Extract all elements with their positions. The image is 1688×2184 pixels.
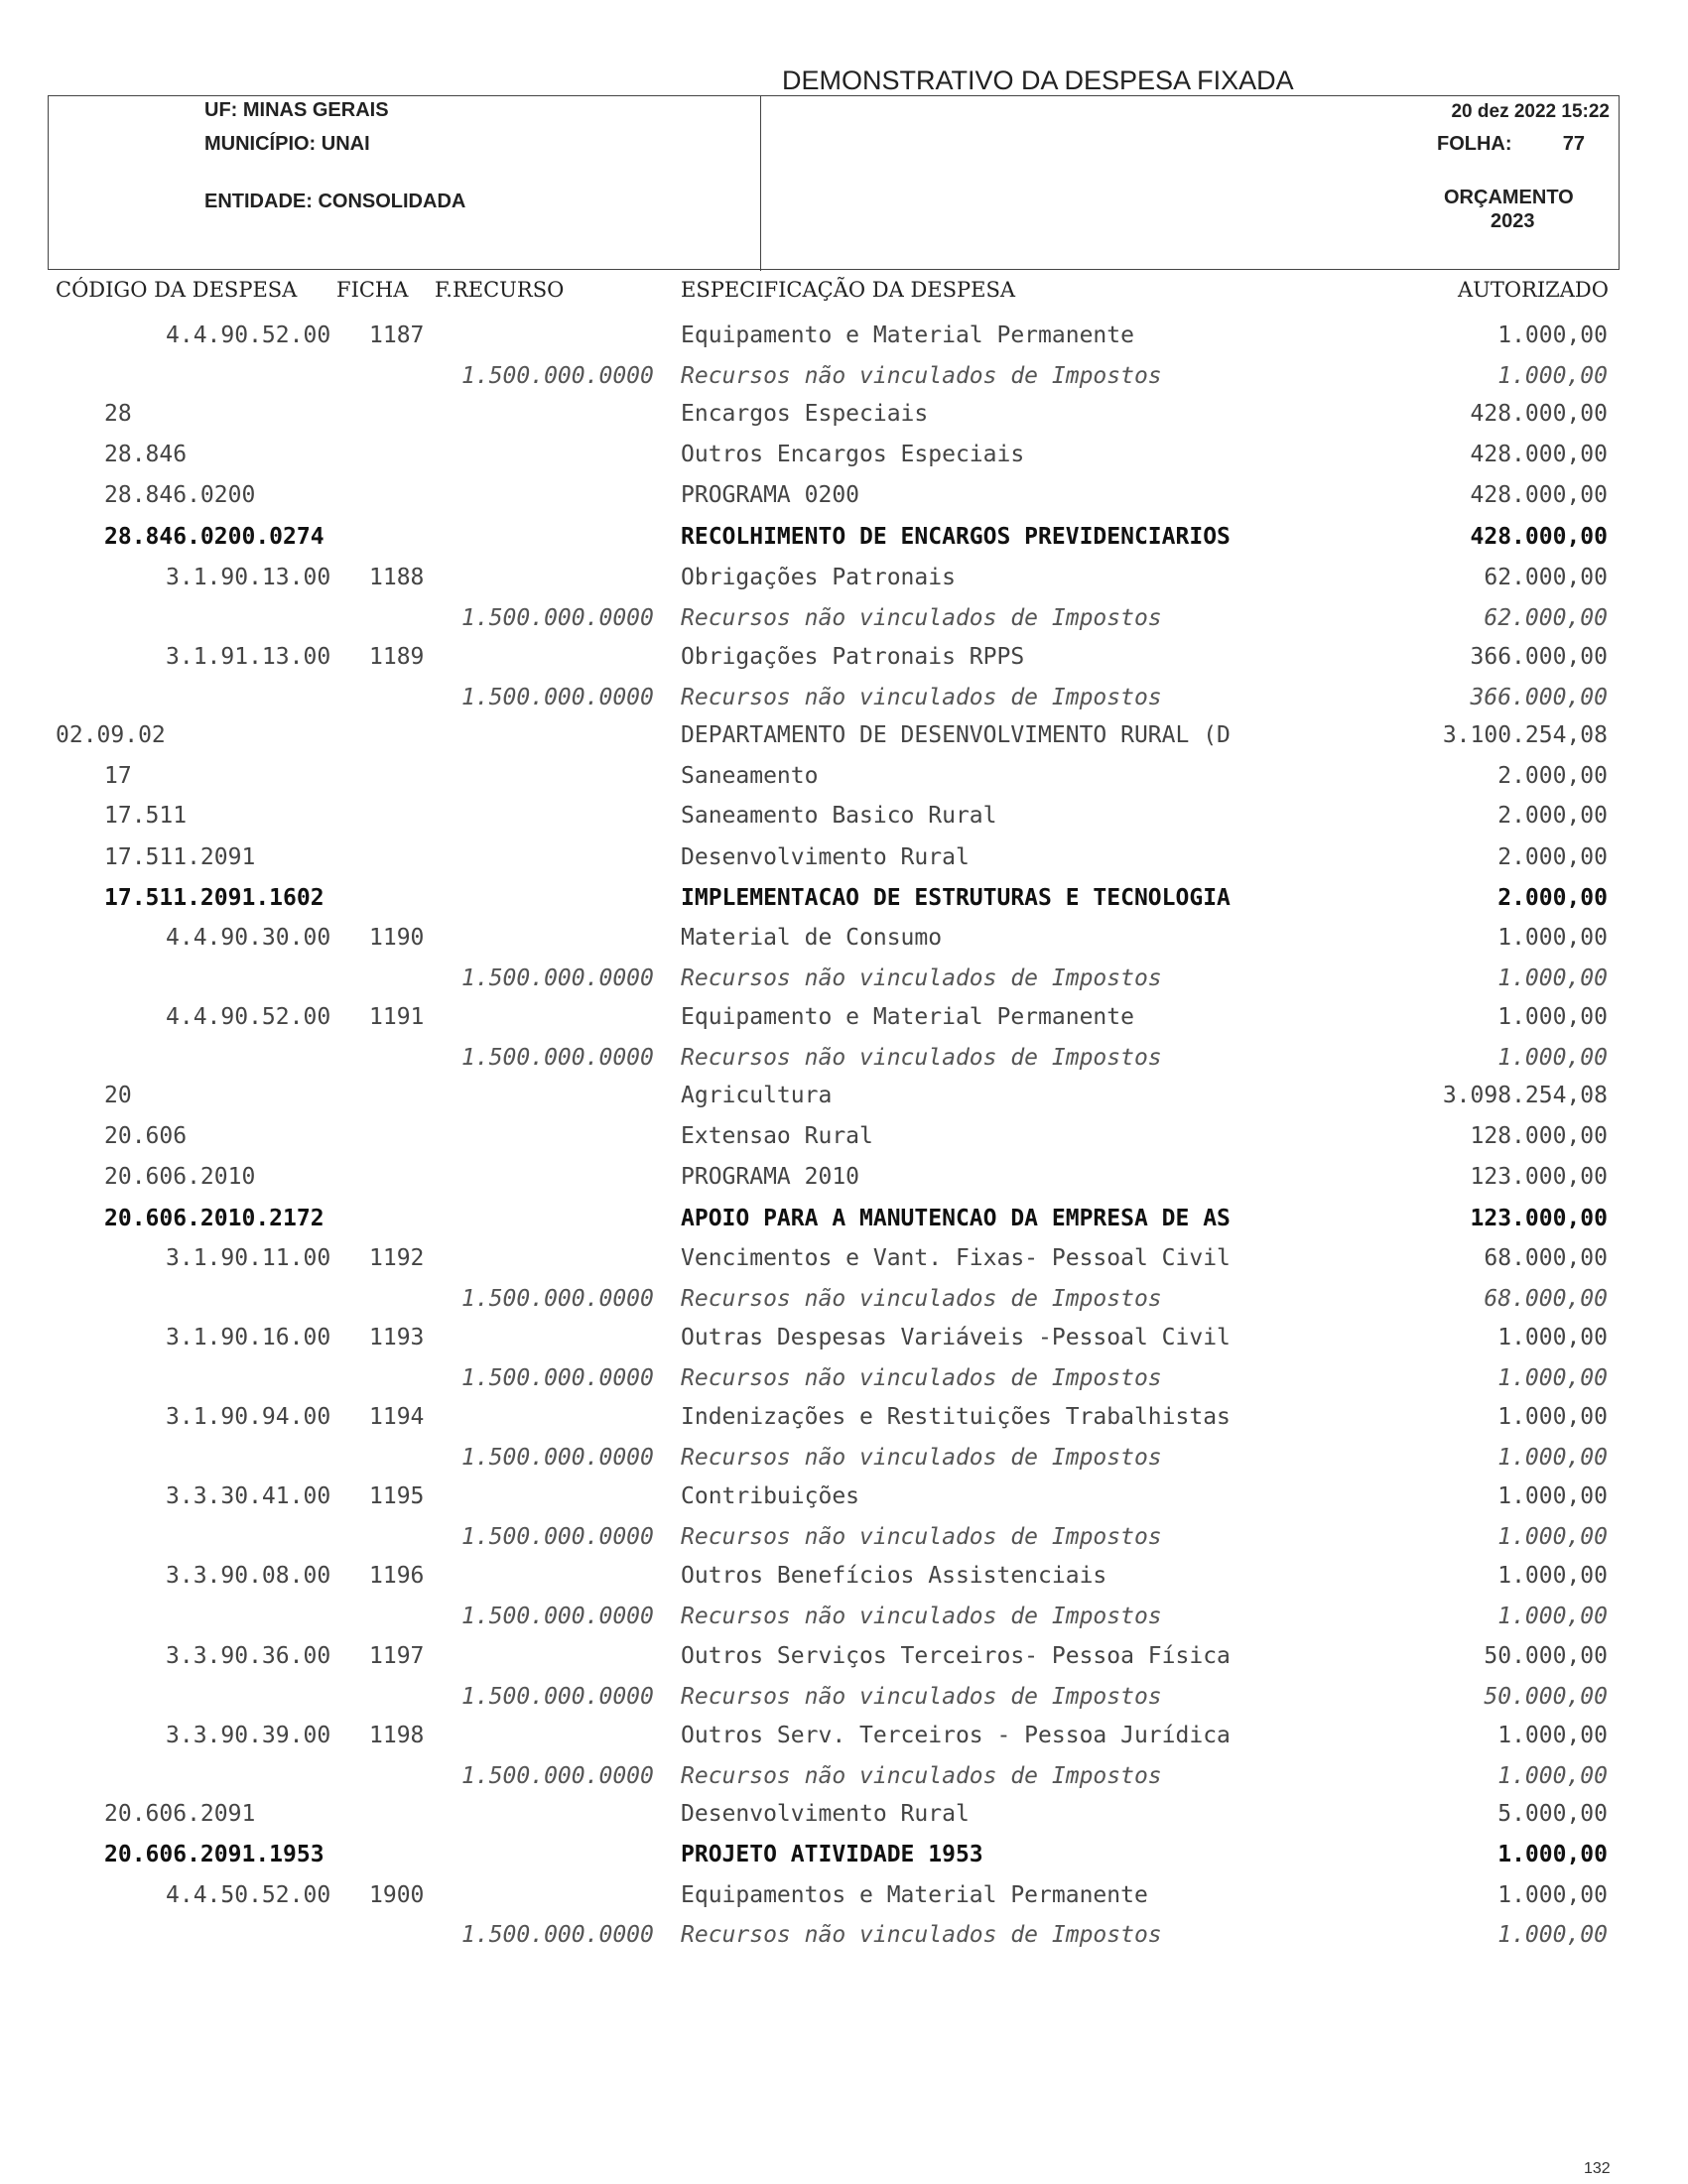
row-ficha: 1192: [369, 1245, 425, 1271]
municipio-label: MUNICÍPIO: UNAI: [204, 133, 370, 155]
row-code: 28.846: [104, 442, 188, 467]
table-row: [0, 1679, 1688, 1715]
row-recurso: 1.500.000.0000: [461, 605, 654, 631]
row-autorizado: 428.000,00: [1470, 524, 1608, 550]
table-row: [0, 1040, 1688, 1076]
table-row: [0, 396, 1688, 432]
row-autorizado: 428.000,00: [1470, 482, 1608, 508]
row-especificacao: Outros Benefícios Assistenciais: [681, 1563, 1107, 1589]
row-recurso: 1.500.000.0000: [461, 1286, 654, 1312]
row-recurso: 1.500.000.0000: [461, 1684, 654, 1710]
row-code: 20.606.2091: [104, 1801, 256, 1827]
report-datetime: 20 dez 2022 15:22: [1451, 101, 1610, 122]
row-autorizado: 2.000,00: [1497, 763, 1608, 789]
row-ficha: 1900: [369, 1882, 425, 1908]
row-especificacao: Recursos não vinculados de Impostos: [681, 685, 1162, 710]
row-ficha: 1196: [369, 1563, 425, 1589]
row-autorizado: 1.000,00: [1497, 1723, 1608, 1748]
row-especificacao: Recursos não vinculados de Impostos: [681, 363, 1162, 389]
col-header-autorizado: AUTORIZADO: [1457, 278, 1609, 302]
row-autorizado: 123.000,00: [1470, 1206, 1608, 1231]
row-autorizado: 1.000,00: [1497, 1842, 1608, 1867]
row-autorizado: 1.000,00: [1497, 1325, 1608, 1350]
table-row: [0, 1281, 1688, 1317]
row-especificacao: Recursos não vinculados de Impostos: [681, 1922, 1162, 1948]
row-especificacao: Recursos não vinculados de Impostos: [681, 965, 1162, 991]
row-recurso: 1.500.000.0000: [461, 1365, 654, 1391]
col-header-recurso: F.RECURSO: [435, 278, 565, 302]
row-especificacao: Obrigações Patronais RPPS: [681, 644, 1025, 670]
row-code: 3.3.90.08.00: [166, 1563, 331, 1589]
row-especificacao: Contribuições: [681, 1483, 860, 1509]
row-especificacao: Recursos não vinculados de Impostos: [681, 1286, 1162, 1312]
table-row: [0, 839, 1688, 875]
row-code: 28.846.0200: [104, 482, 256, 508]
row-autorizado: 2.000,00: [1497, 844, 1608, 870]
table-row: [0, 1478, 1688, 1514]
row-code: 3.1.90.13.00: [166, 565, 331, 590]
table-row: [0, 639, 1688, 675]
table-row: [0, 1360, 1688, 1396]
table-row: [0, 560, 1688, 595]
table-row: [0, 798, 1688, 834]
row-recurso: 1.500.000.0000: [461, 1604, 654, 1629]
row-especificacao: Outros Encargos Especiais: [681, 442, 1025, 467]
row-code: 20.606.2091.1953: [104, 1842, 325, 1867]
row-autorizado: 68.000,00: [1484, 1245, 1608, 1271]
table-row: [0, 318, 1688, 353]
row-especificacao: Desenvolvimento Rural: [681, 844, 970, 870]
table-row: [0, 600, 1688, 636]
row-especificacao: Equipamento e Material Permanente: [681, 1004, 1134, 1030]
row-autorizado: 1.000,00: [1497, 925, 1608, 951]
folha-value: 77: [1562, 133, 1585, 155]
table-row: [0, 519, 1688, 555]
row-autorizado: 128.000,00: [1470, 1123, 1608, 1149]
col-header-ficha: FICHA: [336, 278, 409, 302]
entidade-label: ENTIDADE: CONSOLIDADA: [204, 191, 466, 212]
row-autorizado: 3.100.254,08: [1442, 722, 1608, 748]
table-row: [0, 1201, 1688, 1236]
table-row: [0, 1118, 1688, 1154]
row-autorizado: 1.000,00: [1497, 1524, 1608, 1550]
row-autorizado: 123.000,00: [1470, 1164, 1608, 1190]
row-autorizado: 366.000,00: [1470, 685, 1608, 710]
row-especificacao: Obrigações Patronais: [681, 565, 956, 590]
row-code: 28.846.0200.0274: [104, 524, 325, 550]
table-row: [0, 1638, 1688, 1674]
row-especificacao: RECOLHIMENTO DE ENCARGOS PREVIDENCIARIOS: [681, 524, 1231, 550]
row-code: 17.511.2091.1602: [104, 885, 325, 911]
row-autorizado: 2.000,00: [1497, 803, 1608, 829]
row-code: 4.4.90.52.00: [166, 322, 331, 348]
row-especificacao: Outras Despesas Variáveis -Pessoal Civil: [681, 1325, 1231, 1350]
row-especificacao: Indenizações e Restituições Trabalhistas: [681, 1404, 1231, 1430]
row-autorizado: 1.000,00: [1497, 322, 1608, 348]
row-autorizado: 1.000,00: [1497, 1882, 1608, 1908]
row-code: 17: [104, 763, 132, 789]
row-especificacao: PROGRAMA 0200: [681, 482, 860, 508]
row-autorizado: 1.000,00: [1497, 1045, 1608, 1071]
col-header-especificacao: ESPECIFICAÇÃO DA DESPESA: [681, 278, 1016, 302]
row-autorizado: 1.000,00: [1497, 1365, 1608, 1391]
row-especificacao: Recursos não vinculados de Impostos: [681, 1524, 1162, 1550]
table-row: [0, 1078, 1688, 1113]
row-code: 4.4.50.52.00: [166, 1882, 331, 1908]
row-especificacao: Outros Serv. Terceiros - Pessoa Jurídica: [681, 1723, 1231, 1748]
row-autorizado: 1.000,00: [1497, 1445, 1608, 1471]
table-row: [0, 961, 1688, 996]
table-row: [0, 1758, 1688, 1794]
row-especificacao: Recursos não vinculados de Impostos: [681, 1684, 1162, 1710]
row-ficha: 1191: [369, 1004, 425, 1030]
row-ficha: 1190: [369, 925, 425, 951]
orcamento-label: ORÇAMENTO: [1444, 187, 1574, 208]
row-especificacao: Recursos não vinculados de Impostos: [681, 1604, 1162, 1629]
table-row: [0, 1917, 1688, 1953]
row-code: 3.1.90.16.00: [166, 1325, 331, 1350]
row-code: 20.606.2010.2172: [104, 1206, 325, 1231]
row-especificacao: PROGRAMA 2010: [681, 1164, 860, 1190]
row-autorizado: 62.000,00: [1484, 565, 1608, 590]
report-title: DEMONSTRATIVO DA DESPESA FIXADA: [782, 65, 1294, 95]
row-especificacao: APOIO PARA A MANUTENCAO DA EMPRESA DE AS: [681, 1206, 1231, 1231]
row-ficha: 1188: [369, 565, 425, 590]
row-especificacao: Vencimentos e Vant. Fixas- Pessoal Civil: [681, 1245, 1231, 1271]
row-especificacao: Material de Consumo: [681, 925, 943, 951]
row-especificacao: Recursos não vinculados de Impostos: [681, 1445, 1162, 1471]
table-row: [0, 1159, 1688, 1195]
row-especificacao: Extensao Rural: [681, 1123, 873, 1149]
row-especificacao: Desenvolvimento Rural: [681, 1801, 970, 1827]
row-especificacao: Recursos não vinculados de Impostos: [681, 1045, 1162, 1071]
row-recurso: 1.500.000.0000: [461, 965, 654, 991]
row-especificacao: DEPARTAMENTO DE DESENVOLVIMENTO RURAL (D: [681, 722, 1231, 748]
row-code: 3.3.30.41.00: [166, 1483, 331, 1509]
row-code: 3.3.90.39.00: [166, 1723, 331, 1748]
row-autorizado: 3.098.254,08: [1442, 1083, 1608, 1108]
row-autorizado: 1.000,00: [1497, 1922, 1608, 1948]
row-autorizado: 50.000,00: [1484, 1643, 1608, 1669]
row-code: 17.511.2091: [104, 844, 256, 870]
header-divider: [760, 96, 761, 271]
table-row: [0, 1837, 1688, 1872]
row-autorizado: 366.000,00: [1470, 644, 1608, 670]
row-autorizado: 1.000,00: [1497, 1604, 1608, 1629]
row-autorizado: 1.000,00: [1497, 1763, 1608, 1789]
row-code: 20.606.2010: [104, 1164, 256, 1190]
row-especificacao: Recursos não vinculados de Impostos: [681, 1365, 1162, 1391]
table-row: [0, 1877, 1688, 1913]
row-code: 3.1.91.13.00: [166, 644, 331, 670]
row-autorizado: 62.000,00: [1484, 605, 1608, 631]
table-row: [0, 680, 1688, 715]
row-ficha: 1197: [369, 1643, 425, 1669]
table-row: [0, 1399, 1688, 1435]
row-autorizado: 5.000,00: [1497, 1801, 1608, 1827]
row-autorizado: 68.000,00: [1484, 1286, 1608, 1312]
row-code: 02.09.02: [56, 722, 166, 748]
row-autorizado: 1.000,00: [1497, 1563, 1608, 1589]
col-header-codigo: CÓDIGO DA DESPESA: [56, 278, 298, 302]
row-especificacao: Outros Serviços Terceiros- Pessoa Física: [681, 1643, 1231, 1669]
page-number: 132: [1584, 2160, 1611, 2177]
table-row: [0, 880, 1688, 916]
row-ficha: 1193: [369, 1325, 425, 1350]
row-especificacao: Agricultura: [681, 1083, 833, 1108]
row-autorizado: 428.000,00: [1470, 442, 1608, 467]
table-row: [0, 1519, 1688, 1555]
table-row: [0, 1558, 1688, 1594]
row-autorizado: 1.000,00: [1497, 1004, 1608, 1030]
orcamento-year: 2023: [1491, 210, 1535, 232]
table-row: [0, 920, 1688, 956]
row-autorizado: 2.000,00: [1497, 885, 1608, 911]
table-row: [0, 437, 1688, 472]
row-code: 3.1.90.11.00: [166, 1245, 331, 1271]
row-code: 20.606: [104, 1123, 188, 1149]
row-especificacao: Saneamento: [681, 763, 819, 789]
table-row: [0, 1718, 1688, 1753]
row-especificacao: Saneamento Basico Rural: [681, 803, 997, 829]
row-code: 20: [104, 1083, 132, 1108]
row-especificacao: Equipamento e Material Permanente: [681, 322, 1134, 348]
row-recurso: 1.500.000.0000: [461, 1045, 654, 1071]
table-row: [0, 1796, 1688, 1832]
row-code: 3.1.90.94.00: [166, 1404, 331, 1430]
row-especificacao: IMPLEMENTACAO DE ESTRUTURAS E TECNOLOGIA: [681, 885, 1231, 911]
row-code: 3.3.90.36.00: [166, 1643, 331, 1669]
table-row: [0, 1440, 1688, 1476]
table-row: [0, 758, 1688, 794]
row-recurso: 1.500.000.0000: [461, 1763, 654, 1789]
table-row: [0, 358, 1688, 394]
row-autorizado: 1.000,00: [1497, 363, 1608, 389]
row-especificacao: Encargos Especiais: [681, 401, 929, 427]
table-row: [0, 1599, 1688, 1634]
row-code: 4.4.90.52.00: [166, 1004, 331, 1030]
folha-label: FOLHA:: [1437, 133, 1512, 155]
row-especificacao: Recursos não vinculados de Impostos: [681, 1763, 1162, 1789]
row-autorizado: 428.000,00: [1470, 401, 1608, 427]
row-especificacao: Recursos não vinculados de Impostos: [681, 605, 1162, 631]
table-row: [0, 477, 1688, 513]
row-ficha: 1194: [369, 1404, 425, 1430]
table-row: [0, 999, 1688, 1035]
row-code: 17.511: [104, 803, 188, 829]
row-autorizado: 1.000,00: [1497, 1404, 1608, 1430]
table-row: [0, 717, 1688, 753]
table-row: [0, 1240, 1688, 1276]
row-autorizado: 50.000,00: [1484, 1684, 1608, 1710]
row-code: 4.4.90.30.00: [166, 925, 331, 951]
row-recurso: 1.500.000.0000: [461, 1524, 654, 1550]
row-autorizado: 1.000,00: [1497, 965, 1608, 991]
row-especificacao: PROJETO ATIVIDADE 1953: [681, 1842, 983, 1867]
row-ficha: 1189: [369, 644, 425, 670]
row-ficha: 1198: [369, 1723, 425, 1748]
row-ficha: 1195: [369, 1483, 425, 1509]
row-recurso: 1.500.000.0000: [461, 1445, 654, 1471]
row-autorizado: 1.000,00: [1497, 1483, 1608, 1509]
uf-label: UF: MINAS GERAIS: [204, 99, 389, 121]
row-recurso: 1.500.000.0000: [461, 1922, 654, 1948]
table-row: [0, 1320, 1688, 1355]
row-code: 28: [104, 401, 132, 427]
row-ficha: 1187: [369, 322, 425, 348]
row-recurso: 1.500.000.0000: [461, 685, 654, 710]
row-recurso: 1.500.000.0000: [461, 363, 654, 389]
row-especificacao: Equipamentos e Material Permanente: [681, 1882, 1148, 1908]
